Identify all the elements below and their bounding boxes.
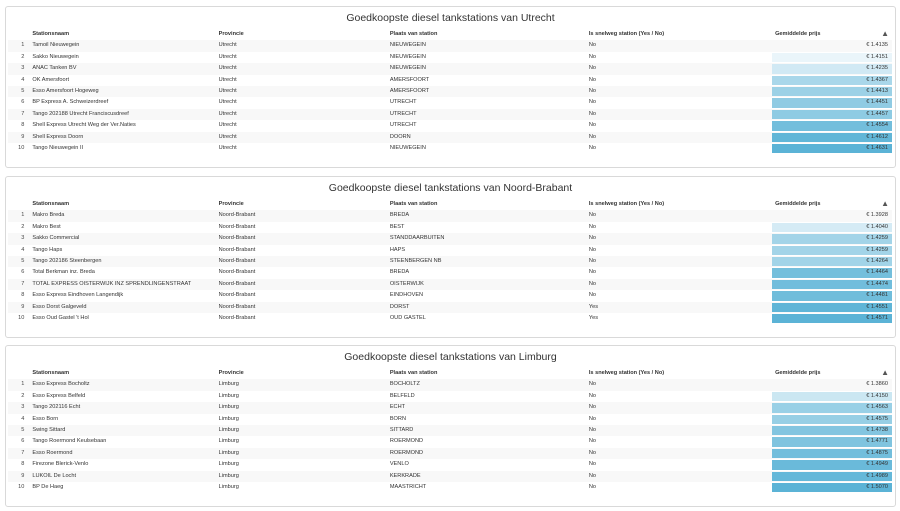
cell-prijs: [772, 302, 892, 313]
cell-stationsnaam: Swing Sittard: [29, 425, 215, 436]
cell-stationsnaam: Shell Express Utrecht Weg der Ver.Naties: [29, 120, 215, 131]
price-value: € 1.4457: [866, 110, 888, 117]
cell-provincie: Utrecht: [216, 86, 387, 97]
price-value: € 1.4151: [866, 53, 888, 60]
cell-snelweg: No: [586, 222, 772, 233]
price-value: € 1.4571: [866, 315, 888, 322]
price-value: € 1.4551: [866, 303, 888, 310]
cell-plaats: BREDA: [387, 210, 586, 221]
cell-snelweg: No: [586, 425, 772, 436]
cell-plaats: BOCHOLTZ: [387, 379, 586, 390]
cell-stationsnaam: Tango Haps: [29, 245, 215, 256]
cell-plaats: AMERSFOORT: [387, 75, 586, 86]
cell-stationsnaam: Esso Born: [29, 414, 215, 425]
col-index: [8, 368, 29, 379]
table-row[interactable]: [8, 256, 892, 267]
cell-provincie: Utrecht: [216, 40, 387, 51]
row-index: 6: [8, 436, 29, 447]
cell-prijs: [772, 97, 892, 108]
cell-prijs: [772, 448, 892, 459]
chevron-up-icon[interactable]: ▲: [881, 29, 889, 38]
price-value: € 1.3860: [866, 381, 888, 388]
cell-plaats: DORST: [387, 302, 586, 313]
cell-snelweg: No: [586, 471, 772, 482]
cell-provincie: Limburg: [216, 471, 387, 482]
cell-stationsnaam: ANAC Tanken BV: [29, 63, 215, 74]
table-title: Goedkoopste diesel tankstations van Limburg: [344, 351, 557, 363]
card-noord-brabant: [5, 176, 896, 338]
table-row[interactable]: [8, 132, 892, 143]
col-header-provincie[interactable]: Provincie: [218, 370, 244, 376]
table-body: [8, 210, 892, 324]
price-value: € 1.4481: [866, 292, 888, 299]
table-row[interactable]: [8, 482, 892, 493]
cell-provincie: Utrecht: [216, 52, 387, 63]
col-header-provincie[interactable]: Provincie: [218, 201, 244, 207]
cell-snelweg: No: [586, 143, 772, 154]
chevron-up-icon[interactable]: ▲: [881, 199, 889, 208]
row-index: 2: [8, 391, 29, 402]
col-header-prijs[interactable]: Gemiddelde prijs: [775, 201, 821, 207]
cell-prijs: [772, 279, 892, 290]
cell-snelweg: No: [586, 233, 772, 244]
cell-stationsnaam: Makro Breda: [29, 210, 215, 221]
price-value: € 1.4150: [866, 392, 888, 399]
cell-provincie: Limburg: [216, 379, 387, 390]
cell-plaats: NIEUWEGEIN: [387, 143, 586, 154]
cell-snelweg: No: [586, 448, 772, 459]
cell-prijs: [772, 436, 892, 447]
table-row[interactable]: [8, 471, 892, 482]
cell-provincie: Utrecht: [216, 132, 387, 143]
cell-stationsnaam: Tamoil Nieuwegein: [29, 40, 215, 51]
row-index: 3: [8, 63, 29, 74]
price-value: € 1.4259: [866, 235, 888, 242]
cell-snelweg: No: [586, 279, 772, 290]
price-value: € 1.4738: [866, 427, 888, 434]
price-value: € 1.4464: [866, 269, 888, 276]
cell-snelweg: No: [586, 120, 772, 131]
price-value: € 1.4563: [866, 404, 888, 411]
table-row[interactable]: [8, 290, 892, 301]
table-row[interactable]: [8, 120, 892, 131]
row-index: 7: [8, 448, 29, 459]
cell-prijs: [772, 414, 892, 425]
col-header-provincie[interactable]: Provincie: [218, 31, 244, 37]
price-value: € 1.5070: [866, 484, 888, 491]
cell-stationsnaam: Makro Best: [29, 222, 215, 233]
cell-plaats: BEST: [387, 222, 586, 233]
cell-plaats: OUD GASTEL: [387, 313, 586, 324]
cell-stationsnaam: BP De Haeg: [29, 482, 215, 493]
table-row[interactable]: [8, 40, 892, 51]
price-value: € 1.4575: [866, 415, 888, 422]
cell-snelweg: Yes: [586, 313, 772, 324]
table-row[interactable]: [8, 109, 892, 120]
table-title: Goedkoopste diesel tankstations van Utrecht: [346, 12, 555, 24]
cell-prijs: [772, 267, 892, 278]
cell-prijs: [772, 402, 892, 413]
table-row[interactable]: [8, 402, 892, 413]
cell-snelweg: No: [586, 436, 772, 447]
cell-stationsnaam: Tango 202188 Utrecht Franciscusdreef: [29, 109, 215, 120]
row-index: 10: [8, 313, 29, 324]
cell-prijs: [772, 256, 892, 267]
table-row[interactable]: [8, 313, 892, 324]
cell-plaats: EINDHOVEN: [387, 290, 586, 301]
table-title: Goedkoopste diesel tankstations van Noord-Brabant: [328, 182, 573, 194]
col-header-plaats[interactable]: Plaats van station: [389, 370, 438, 376]
cell-stationsnaam: Esso Express Belfeld: [29, 391, 215, 402]
cell-prijs: [772, 425, 892, 436]
table-row[interactable]: [8, 436, 892, 447]
row-index: 5: [8, 256, 29, 267]
table-row[interactable]: [8, 63, 892, 74]
cell-provincie: Limburg: [216, 425, 387, 436]
cell-snelweg: No: [586, 391, 772, 402]
row-index: 4: [8, 75, 29, 86]
cell-provincie: Noord-Brabant: [216, 233, 387, 244]
cell-provincie: Noord-Brabant: [216, 302, 387, 313]
cell-prijs: [772, 40, 892, 51]
row-index: 2: [8, 222, 29, 233]
cell-plaats: VENLO: [387, 459, 586, 470]
cell-snelweg: No: [586, 63, 772, 74]
card-limburg: [5, 345, 896, 507]
row-index: 7: [8, 109, 29, 120]
cell-prijs: [772, 290, 892, 301]
col-header-snelweg[interactable]: Is snelweg station (Yes / No): [588, 31, 665, 37]
cell-provincie: Utrecht: [216, 120, 387, 131]
cell-provincie: Limburg: [216, 482, 387, 493]
col-header-stationsnaam[interactable]: Stationsnaam: [32, 31, 70, 37]
table-row[interactable]: [8, 143, 892, 154]
cell-plaats: STANDDAARBUITEN: [387, 233, 586, 244]
cell-stationsnaam: OK Amersfoort: [29, 75, 215, 86]
cell-snelweg: No: [586, 109, 772, 120]
cell-provincie: Utrecht: [216, 97, 387, 108]
cell-snelweg: No: [586, 267, 772, 278]
cell-provincie: Utrecht: [216, 109, 387, 120]
cell-provincie: Noord-Brabant: [216, 267, 387, 278]
table-row[interactable]: [8, 425, 892, 436]
cell-plaats: ECHT: [387, 402, 586, 413]
cell-stationsnaam: Firezone Blerick-Venlo: [29, 459, 215, 470]
col-header-prijs[interactable]: Gemiddelde prijs: [775, 370, 821, 376]
row-index: 10: [8, 482, 29, 493]
price-value: € 1.4264: [866, 258, 888, 265]
cell-prijs: [772, 75, 892, 86]
col-header-snelweg[interactable]: Is snelweg station (Yes / No): [588, 370, 665, 376]
col-index: [8, 29, 29, 40]
cell-stationsnaam: Esso Oud Gastel 't Hol: [29, 313, 215, 324]
row-index: 8: [8, 459, 29, 470]
cell-prijs: [772, 222, 892, 233]
cell-plaats: UTRECHT: [387, 120, 586, 131]
col-header-plaats[interactable]: Plaats van station: [389, 31, 438, 37]
cell-plaats: NIEUWEGEIN: [387, 63, 586, 74]
row-index: 1: [8, 40, 29, 51]
cell-plaats: ROERMOND: [387, 448, 586, 459]
row-index: 8: [8, 290, 29, 301]
price-value: € 1.4413: [866, 88, 888, 95]
table-row[interactable]: [8, 279, 892, 290]
row-index: 9: [8, 132, 29, 143]
table-row[interactable]: [8, 459, 892, 470]
price-value: € 1.4771: [866, 438, 888, 445]
price-value: € 1.4554: [866, 122, 888, 129]
cell-snelweg: No: [586, 414, 772, 425]
table-row[interactable]: [8, 75, 892, 86]
cell-snelweg: No: [586, 459, 772, 470]
col-header-snelweg[interactable]: Is snelweg station (Yes / No): [588, 201, 665, 207]
row-index: 9: [8, 471, 29, 482]
cell-provincie: Noord-Brabant: [216, 245, 387, 256]
cell-prijs: [772, 379, 892, 390]
cell-prijs: [772, 132, 892, 143]
cell-plaats: KERKRADE: [387, 471, 586, 482]
cell-stationsnaam: Esso Roermond: [29, 448, 215, 459]
cell-plaats: STEENBERGEN NB: [387, 256, 586, 267]
cell-plaats: DOORN: [387, 132, 586, 143]
cell-provincie: Limburg: [216, 448, 387, 459]
cell-prijs: [772, 52, 892, 63]
cell-prijs: [772, 143, 892, 154]
cell-prijs: [772, 233, 892, 244]
cell-stationsnaam: Esso Amersfoort Hogeweg: [29, 86, 215, 97]
price-value: € 1.4949: [866, 461, 888, 468]
table-body: [8, 40, 892, 154]
cell-stationsnaam: Sakko Commercial: [29, 233, 215, 244]
stations-table: [8, 29, 892, 154]
col-header-stationsnaam[interactable]: Stationsnaam: [32, 370, 70, 376]
cell-snelweg: No: [586, 379, 772, 390]
cell-snelweg: Yes: [586, 302, 772, 313]
cell-snelweg: No: [586, 75, 772, 86]
col-index: [8, 199, 29, 210]
cell-stationsnaam: Tango Roermond Keulsebaan: [29, 436, 215, 447]
cell-snelweg: No: [586, 402, 772, 413]
cell-stationsnaam: BP Express A. Schweizerdreef: [29, 97, 215, 108]
cell-plaats: NIEUWEGEIN: [387, 40, 586, 51]
cell-stationsnaam: TOTAL EXPRESS OISTERWIJK INZ SPRENDLINGENSTRAAT: [29, 279, 215, 290]
cell-provincie: Limburg: [216, 402, 387, 413]
cell-provincie: Limburg: [216, 414, 387, 425]
cell-plaats: AMERSFOORT: [387, 86, 586, 97]
row-index: 1: [8, 210, 29, 221]
cell-prijs: [772, 109, 892, 120]
cell-snelweg: No: [586, 210, 772, 221]
row-index: 2: [8, 52, 29, 63]
price-value: € 1.4259: [866, 246, 888, 253]
row-index: 3: [8, 402, 29, 413]
table-row[interactable]: [8, 414, 892, 425]
row-index: 1: [8, 379, 29, 390]
chevron-up-icon[interactable]: ▲: [881, 368, 889, 377]
cell-plaats: ROERMOND: [387, 436, 586, 447]
table-row[interactable]: [8, 210, 892, 221]
cell-provincie: Noord-Brabant: [216, 210, 387, 221]
cell-snelweg: No: [586, 52, 772, 63]
cell-snelweg: No: [586, 482, 772, 493]
cell-prijs: [772, 120, 892, 131]
cell-snelweg: No: [586, 290, 772, 301]
cell-plaats: OISTERWIJK: [387, 279, 586, 290]
table-row[interactable]: [8, 97, 892, 108]
price-value: € 1.4135: [866, 42, 888, 49]
table-row[interactable]: [8, 245, 892, 256]
cell-prijs: [772, 210, 892, 221]
cell-stationsnaam: Tango 202116 Echt: [29, 402, 215, 413]
cell-prijs: [772, 482, 892, 493]
cell-plaats: HAPS: [387, 245, 586, 256]
cell-stationsnaam: Tango 202186 Steenbergen: [29, 256, 215, 267]
table-row[interactable]: [8, 86, 892, 97]
cell-plaats: BREDA: [387, 267, 586, 278]
row-index: 9: [8, 302, 29, 313]
cell-provincie: Utrecht: [216, 75, 387, 86]
col-header-prijs[interactable]: Gemiddelde prijs: [775, 31, 821, 37]
table-row[interactable]: [8, 267, 892, 278]
cell-stationsnaam: Esso Express Bocholtz: [29, 379, 215, 390]
cell-provincie: Limburg: [216, 436, 387, 447]
cell-provincie: Noord-Brabant: [216, 313, 387, 324]
row-index: 6: [8, 267, 29, 278]
cell-snelweg: No: [586, 132, 772, 143]
cell-provincie: Limburg: [216, 391, 387, 402]
cell-provincie: Noord-Brabant: [216, 256, 387, 267]
table-row[interactable]: [8, 391, 892, 402]
cell-stationsnaam: Sakko Nieuwegein: [29, 52, 215, 63]
price-value: € 1.4235: [866, 65, 888, 72]
cell-plaats: MAASTRICHT: [387, 482, 586, 493]
cell-stationsnaam: LUKOIL De Locht: [29, 471, 215, 482]
table-row[interactable]: [8, 302, 892, 313]
row-index: 6: [8, 97, 29, 108]
col-header-stationsnaam[interactable]: Stationsnaam: [32, 201, 70, 207]
cell-plaats: BELFELD: [387, 391, 586, 402]
cell-prijs: [772, 459, 892, 470]
price-value: € 1.4474: [866, 280, 888, 287]
row-index: 7: [8, 279, 29, 290]
row-index: 4: [8, 414, 29, 425]
row-index: 3: [8, 233, 29, 244]
stations-table: [8, 368, 892, 493]
cell-prijs: [772, 86, 892, 97]
cell-plaats: UTRECHT: [387, 97, 586, 108]
cell-provincie: Utrecht: [216, 63, 387, 74]
cell-snelweg: No: [586, 97, 772, 108]
cell-stationsnaam: Esso Express Eindhoven Langendijk: [29, 290, 215, 301]
table-row[interactable]: [8, 52, 892, 63]
cell-prijs: [772, 471, 892, 482]
cell-provincie: Utrecht: [216, 143, 387, 154]
col-header-plaats[interactable]: Plaats van station: [389, 201, 438, 207]
cell-plaats: UTRECHT: [387, 109, 586, 120]
card-utrecht: [5, 6, 896, 168]
table-row[interactable]: [8, 448, 892, 459]
cell-prijs: [772, 313, 892, 324]
cell-snelweg: No: [586, 245, 772, 256]
table-row[interactable]: [8, 379, 892, 390]
cell-provincie: Limburg: [216, 459, 387, 470]
cell-prijs: [772, 391, 892, 402]
price-value: € 1.4875: [866, 449, 888, 456]
cell-snelweg: No: [586, 40, 772, 51]
cell-provincie: Noord-Brabant: [216, 290, 387, 301]
price-value: € 1.4040: [866, 223, 888, 230]
cell-plaats: NIEUWEGEIN: [387, 52, 586, 63]
cell-stationsnaam: Shell Express Doorn: [29, 132, 215, 143]
cell-stationsnaam: Tango Nieuwegein II: [29, 143, 215, 154]
cell-snelweg: No: [586, 256, 772, 267]
price-value: € 1.4631: [866, 145, 888, 152]
cell-provincie: Noord-Brabant: [216, 279, 387, 290]
table-row[interactable]: [8, 222, 892, 233]
table-row[interactable]: [8, 233, 892, 244]
row-index: 5: [8, 425, 29, 436]
cell-plaats: BORN: [387, 414, 586, 425]
stations-table: [8, 199, 892, 324]
row-index: 5: [8, 86, 29, 97]
cell-prijs: [772, 63, 892, 74]
cell-plaats: SITTARD: [387, 425, 586, 436]
price-value: € 1.4989: [866, 472, 888, 479]
price-value: € 1.4612: [866, 133, 888, 140]
row-index: 4: [8, 245, 29, 256]
cell-stationsnaam: Esso Dorst Galgeveld: [29, 302, 215, 313]
table-body: [8, 379, 892, 493]
cell-prijs: [772, 245, 892, 256]
price-value: € 1.4451: [866, 99, 888, 106]
cell-provincie: Noord-Brabant: [216, 222, 387, 233]
row-index: 10: [8, 143, 29, 154]
price-value: € 1.3928: [866, 212, 888, 219]
cell-snelweg: No: [586, 86, 772, 97]
cell-stationsnaam: Total Berkman inz. Breda: [29, 267, 215, 278]
row-index: 8: [8, 120, 29, 131]
price-value: € 1.4367: [866, 76, 888, 83]
